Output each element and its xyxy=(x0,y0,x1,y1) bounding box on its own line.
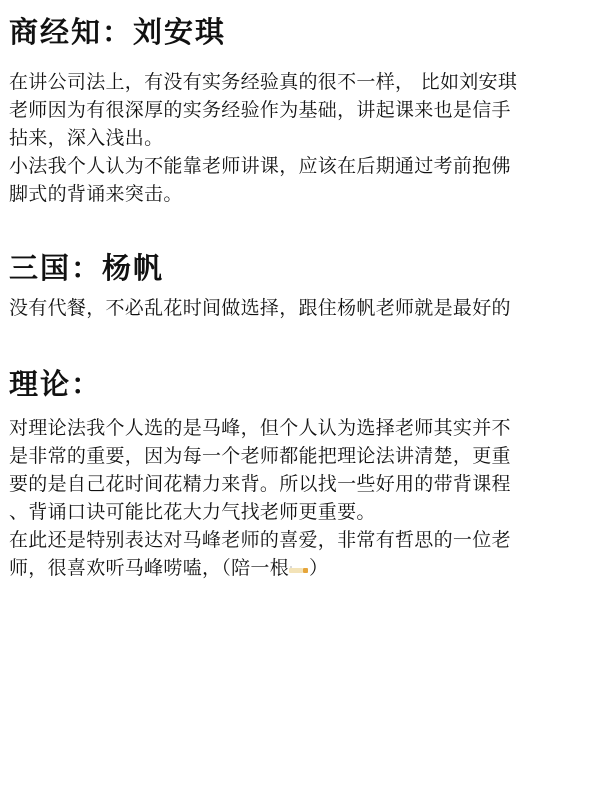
body-line: 没有代餐，不必乱花时间做选择，跟住杨帆老师就是最好的 xyxy=(9,297,511,319)
body-line: 要的是自己花时间花精力来背。所以找一些好用的带背课程 xyxy=(9,473,511,495)
section-body-international-law xyxy=(9,294,589,322)
closing-paren: ） xyxy=(309,557,329,579)
section-heading-commercial-law: 商经知：刘安琪 xyxy=(9,15,227,49)
body-line: 、背诵口诀可能比花大力气找老师更重要。 xyxy=(9,501,376,523)
body-line-text: 师，很喜欢听马峰唠嗑，（陪一根 xyxy=(9,557,290,579)
section-heading-international-law: 三国：杨帆 xyxy=(9,251,165,285)
section-body-theory xyxy=(9,414,589,582)
body-line: 脚式的背诵来突击。 xyxy=(9,183,183,205)
body-line: 拈来，深入浅出。 xyxy=(9,127,164,149)
body-line: 在此还是特别表达对马峰老师的喜爱，非常有哲思的一位老 xyxy=(9,529,511,551)
body-line: 对理论法我个人选的是马峰，但个人认为选择老师其实并不 xyxy=(9,417,511,439)
section-body-commercial-law xyxy=(9,68,589,208)
cigarette-emoji-icon xyxy=(289,565,309,576)
section-heading-theory: 理论： xyxy=(9,367,103,401)
body-line: 是非常的重要，因为每一个老师都能把理论法讲清楚，更重 xyxy=(9,445,511,467)
body-line: 老师因为有很深厚的实务经验作为基础，讲起课来也是信手 xyxy=(9,99,511,121)
body-line: 小法我个人认为不能靠老师讲课，应该在后期通过考前抱佛 xyxy=(9,155,511,177)
body-line: 在讲公司法上，有没有实务经验真的很不一样， 比如刘安琪 xyxy=(9,71,518,93)
body-line-last xyxy=(9,554,589,582)
